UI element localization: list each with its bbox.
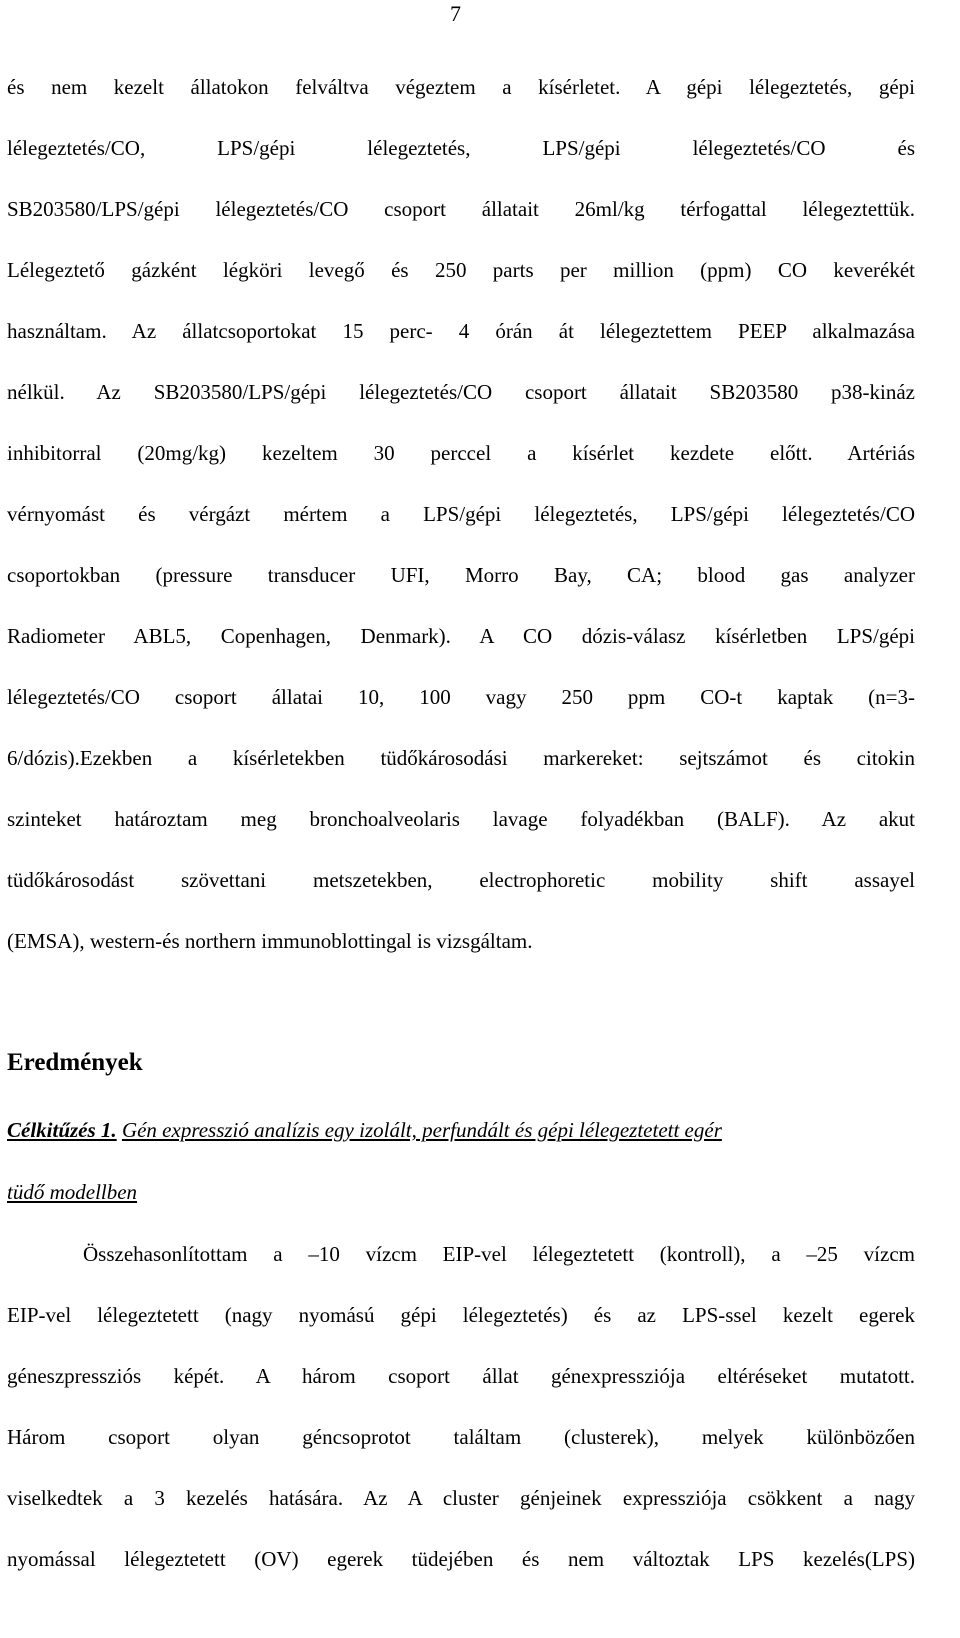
goal-title: Gén expresszió analízis egy izolált, perfundált és gépi lélegeztetett egér <box>121 1118 722 1142</box>
methods-line: csoportokban (pressure transducer UFI, Morro Bay, CA; blood gas analyzer <box>7 563 915 587</box>
results-line: géneszpressziós képét. A három csoport állat génexpressziója eltéréseket mutatott. <box>7 1364 915 1388</box>
results-line: nyomással lélegeztetett (OV) egerek tüdejében és nem változtak LPS kezelés(LPS) <box>7 1547 915 1571</box>
page-number: 7 <box>450 1 461 26</box>
methods-line: használtam. Az állatcsoportokat 15 perc- 4 órán át lélegeztettem PEEP alkalmazása <box>7 319 915 343</box>
results-paragraph <box>7 1224 915 1590</box>
results-line: Három csoport olyan géncsoprotot találtam (clusterek), melyek különbözően <box>7 1425 915 1449</box>
results-line: EIP-vel lélegeztetett (nagy nyomású gépi lélegeztetés) és az LPS-ssel kezelt egerek <box>7 1303 915 1327</box>
goal-line <box>7 1099 915 1161</box>
results-line: viselkedtek a 3 kezelés hatására. Az A cluster génjeinek expressziója csökkent a nagy <box>7 1486 915 1510</box>
methods-paragraph <box>7 57 915 972</box>
methods-line: 6/dózis).Ezekben a kísérletekben tüdőkárosodási markereket: sejtszámot és citokin <box>7 746 915 770</box>
goal-line <box>7 1161 915 1223</box>
methods-line: (EMSA), western-és northern immunoblottingal is vizsgáltam. <box>7 929 533 953</box>
results-line: Összehasonlítottam a –10 vízcm EIP-vel lélegeztetett (kontroll), a –25 vízcm <box>83 1242 915 1266</box>
methods-line: nélkül. Az SB203580/LPS/gépi lélegeztetés/CO csoport állatait SB203580 p38-kináz <box>7 380 915 404</box>
goal-heading <box>7 1099 915 1223</box>
methods-line: Radiometer ABL5, Copenhagen, Denmark). A CO dózis-válasz kísérletben LPS/gépi <box>7 624 915 648</box>
goal-title-continuation: tüdő modellben <box>7 1180 138 1204</box>
methods-line: SB203580/LPS/gépi lélegeztetés/CO csoport állatait 26ml/kg térfogattal lélegeztettük. <box>7 197 915 221</box>
methods-line: Lélegeztető gázként légköri levegő és 250 parts per million (ppm) CO keverékét <box>7 258 915 282</box>
section-heading: Eredmények <box>7 1049 143 1076</box>
methods-line: és nem kezelt állatokon felváltva végeztem a kísérletet. A gépi lélegeztetés, gépi <box>7 75 915 99</box>
methods-line: tüdőkárosodást szövettani metszetekben, electrophoretic mobility shift assayel <box>7 868 915 892</box>
methods-line: lélegeztetés/CO, LPS/gépi lélegeztetés, LPS/gépi lélegeztetés/CO és <box>7 136 915 160</box>
goal-label: Célkitűzés 1. <box>7 1118 117 1142</box>
methods-line: szinteket határoztam meg bronchoalveolaris lavage folyadékban (BALF). Az akut <box>7 807 915 831</box>
methods-line: lélegeztetés/CO csoport állatai 10, 100 vagy 250 ppm CO-t kaptak (n=3- <box>7 685 915 709</box>
methods-line: vérnyomást és vérgázt mértem a LPS/gépi lélegeztetés, LPS/gépi lélegeztetés/CO <box>7 502 915 526</box>
methods-line: inhibitorral (20mg/kg) kezeltem 30 perccel a kísérlet kezdete előtt. Artériás <box>7 441 915 465</box>
